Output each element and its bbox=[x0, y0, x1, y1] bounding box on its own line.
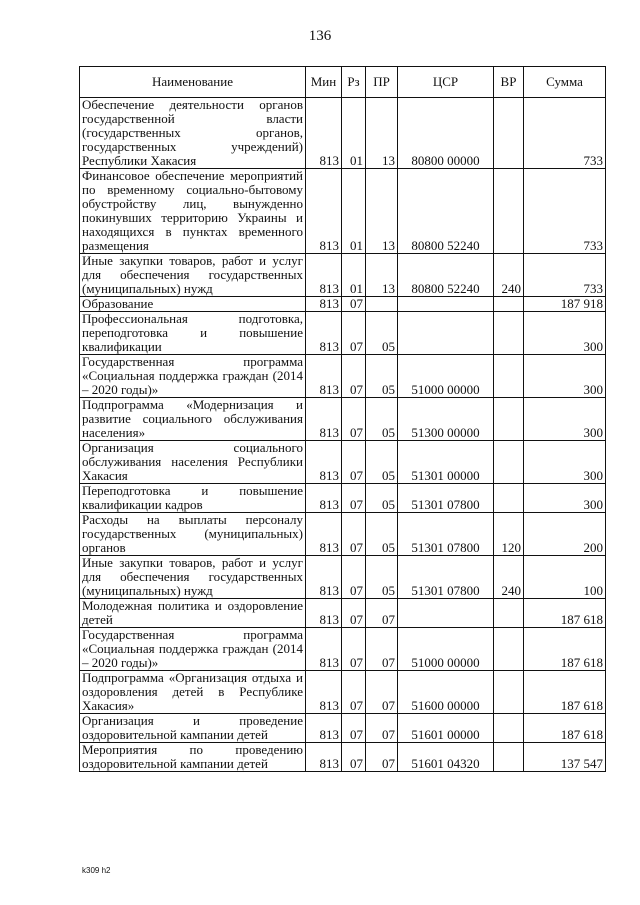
budget-table bbox=[79, 66, 606, 772]
cell-rz: 07 bbox=[342, 599, 366, 628]
table-row bbox=[80, 599, 606, 628]
cell-vr bbox=[494, 297, 524, 312]
table-row bbox=[80, 671, 606, 714]
cell-csr: 51300 00000 bbox=[398, 398, 494, 441]
table-row bbox=[80, 484, 606, 513]
cell-name: Мероприятия по проведению оздоровительной кампании детей bbox=[80, 743, 306, 772]
cell-min: 813 bbox=[306, 743, 342, 772]
cell-sum: 300 bbox=[524, 355, 606, 398]
cell-min: 813 bbox=[306, 556, 342, 599]
cell-min: 813 bbox=[306, 671, 342, 714]
header-sum: Сумма bbox=[524, 67, 606, 98]
cell-csr: 51301 07800 bbox=[398, 484, 494, 513]
cell-name: Иные закупки товаров, работ и услуг для обеспечения государственных (муниципальных) нужд bbox=[80, 254, 306, 297]
table-row bbox=[80, 312, 606, 355]
cell-csr: 51000 00000 bbox=[398, 355, 494, 398]
cell-csr: 80800 52240 bbox=[398, 169, 494, 254]
cell-name: Государственная программа «Социальная поддержка граждан (2014 – 2020 годы)» bbox=[80, 628, 306, 671]
cell-csr: 51301 07800 bbox=[398, 513, 494, 556]
header-min: Мин bbox=[306, 67, 342, 98]
cell-sum: 733 bbox=[524, 98, 606, 169]
cell-min: 813 bbox=[306, 484, 342, 513]
cell-vr bbox=[494, 599, 524, 628]
cell-vr bbox=[494, 714, 524, 743]
cell-csr: 51601 00000 bbox=[398, 714, 494, 743]
cell-csr: 51000 00000 bbox=[398, 628, 494, 671]
cell-vr bbox=[494, 355, 524, 398]
cell-rz: 07 bbox=[342, 312, 366, 355]
cell-pr: 07 bbox=[366, 628, 398, 671]
cell-vr: 240 bbox=[494, 254, 524, 297]
table-row bbox=[80, 169, 606, 254]
page-number: 136 bbox=[308, 28, 332, 44]
cell-rz: 07 bbox=[342, 484, 366, 513]
table-row bbox=[80, 398, 606, 441]
cell-min: 813 bbox=[306, 714, 342, 743]
cell-csr: 51600 00000 bbox=[398, 671, 494, 714]
cell-name: Организация социального обслуживания населения Республики Хакасия bbox=[80, 441, 306, 484]
cell-csr: 80800 00000 bbox=[398, 98, 494, 169]
cell-name: Профессиональная подготовка, переподготовка и повышение квалификации bbox=[80, 312, 306, 355]
table-row bbox=[80, 556, 606, 599]
cell-sum: 187 918 bbox=[524, 297, 606, 312]
cell-vr: 240 bbox=[494, 556, 524, 599]
cell-pr: 07 bbox=[366, 743, 398, 772]
cell-rz: 07 bbox=[342, 743, 366, 772]
cell-vr bbox=[494, 484, 524, 513]
table-row bbox=[80, 297, 606, 312]
cell-vr bbox=[494, 743, 524, 772]
cell-vr bbox=[494, 628, 524, 671]
cell-rz: 07 bbox=[342, 513, 366, 556]
table-row bbox=[80, 98, 606, 169]
cell-pr: 13 bbox=[366, 169, 398, 254]
cell-min: 813 bbox=[306, 513, 342, 556]
cell-sum: 100 bbox=[524, 556, 606, 599]
cell-min: 813 bbox=[306, 599, 342, 628]
cell-name: Образование bbox=[80, 297, 306, 312]
cell-min: 813 bbox=[306, 628, 342, 671]
cell-pr: 05 bbox=[366, 441, 398, 484]
cell-vr bbox=[494, 98, 524, 169]
cell-sum: 187 618 bbox=[524, 599, 606, 628]
cell-rz: 07 bbox=[342, 355, 366, 398]
cell-name: Обеспечение деятельности органов государственной власти (государственных органов, государственных учреждений) Республики Хакасия bbox=[80, 98, 306, 169]
table-row bbox=[80, 743, 606, 772]
cell-pr: 13 bbox=[366, 254, 398, 297]
cell-name: Организация и проведение оздоровительной кампании детей bbox=[80, 714, 306, 743]
cell-sum: 187 618 bbox=[524, 628, 606, 671]
header-rz: Рз bbox=[342, 67, 366, 98]
cell-rz: 07 bbox=[342, 556, 366, 599]
cell-name: Расходы на выплаты персоналу государственных (муниципальных) органов bbox=[80, 513, 306, 556]
cell-vr bbox=[494, 312, 524, 355]
cell-name: Переподготовка и повышение квалификации кадров bbox=[80, 484, 306, 513]
cell-sum: 300 bbox=[524, 484, 606, 513]
cell-rz: 01 bbox=[342, 254, 366, 297]
cell-sum: 300 bbox=[524, 398, 606, 441]
cell-pr bbox=[366, 297, 398, 312]
cell-csr bbox=[398, 599, 494, 628]
cell-pr: 13 bbox=[366, 98, 398, 169]
cell-name: Подпрограмма «Модернизация и развитие социального обслуживания населения» bbox=[80, 398, 306, 441]
cell-rz: 07 bbox=[342, 671, 366, 714]
cell-rz: 01 bbox=[342, 98, 366, 169]
cell-sum: 300 bbox=[524, 312, 606, 355]
cell-pr: 07 bbox=[366, 671, 398, 714]
cell-vr bbox=[494, 169, 524, 254]
cell-vr bbox=[494, 441, 524, 484]
cell-min: 813 bbox=[306, 98, 342, 169]
cell-rz: 07 bbox=[342, 441, 366, 484]
cell-rz: 07 bbox=[342, 714, 366, 743]
cell-pr: 07 bbox=[366, 599, 398, 628]
cell-min: 813 bbox=[306, 398, 342, 441]
cell-rz: 07 bbox=[342, 297, 366, 312]
cell-min: 813 bbox=[306, 297, 342, 312]
table-header-row bbox=[80, 67, 606, 98]
cell-vr bbox=[494, 398, 524, 441]
cell-pr: 05 bbox=[366, 556, 398, 599]
cell-pr: 07 bbox=[366, 714, 398, 743]
cell-min: 813 bbox=[306, 441, 342, 484]
cell-sum: 300 bbox=[524, 441, 606, 484]
cell-pr: 05 bbox=[366, 355, 398, 398]
cell-pr: 05 bbox=[366, 513, 398, 556]
cell-csr: 51301 07800 bbox=[398, 556, 494, 599]
cell-name: Финансовое обеспечение мероприятий по временному социально-бытовому обустройству лиц, вынужденно покинувших территорию Украины и находящихся в пунктах временного размещения bbox=[80, 169, 306, 254]
cell-csr bbox=[398, 297, 494, 312]
table-row bbox=[80, 254, 606, 297]
cell-pr: 05 bbox=[366, 484, 398, 513]
cell-rz: 07 bbox=[342, 628, 366, 671]
cell-sum: 137 547 bbox=[524, 743, 606, 772]
table-row bbox=[80, 714, 606, 743]
table-row bbox=[80, 513, 606, 556]
cell-sum: 200 bbox=[524, 513, 606, 556]
footer-code: k309 h2 bbox=[82, 866, 111, 875]
cell-min: 813 bbox=[306, 355, 342, 398]
cell-csr: 51301 00000 bbox=[398, 441, 494, 484]
cell-csr: 80800 52240 bbox=[398, 254, 494, 297]
cell-pr: 05 bbox=[366, 312, 398, 355]
cell-name: Подпрограмма «Организация отдыха и оздоровления детей в Республике Хакасия» bbox=[80, 671, 306, 714]
cell-sum: 733 bbox=[524, 169, 606, 254]
cell-name: Молодежная политика и оздоровление детей bbox=[80, 599, 306, 628]
table-row bbox=[80, 355, 606, 398]
cell-min: 813 bbox=[306, 169, 342, 254]
cell-name: Иные закупки товаров, работ и услуг для обеспечения государственных (муниципальных) нужд bbox=[80, 556, 306, 599]
cell-rz: 07 bbox=[342, 398, 366, 441]
cell-vr: 120 bbox=[494, 513, 524, 556]
cell-pr: 05 bbox=[366, 398, 398, 441]
cell-name: Государственная программа «Социальная поддержка граждан (2014 – 2020 годы)» bbox=[80, 355, 306, 398]
cell-csr bbox=[398, 312, 494, 355]
cell-vr bbox=[494, 671, 524, 714]
cell-min: 813 bbox=[306, 254, 342, 297]
header-vr: ВР bbox=[494, 67, 524, 98]
cell-sum: 187 618 bbox=[524, 714, 606, 743]
cell-sum: 733 bbox=[524, 254, 606, 297]
header-name: Наименование bbox=[80, 67, 306, 98]
header-csr: ЦСР bbox=[398, 67, 494, 98]
table-row bbox=[80, 441, 606, 484]
cell-min: 813 bbox=[306, 312, 342, 355]
cell-sum: 187 618 bbox=[524, 671, 606, 714]
header-pr: ПР bbox=[366, 67, 398, 98]
cell-rz: 01 bbox=[342, 169, 366, 254]
table-row bbox=[80, 628, 606, 671]
table-body bbox=[80, 98, 606, 772]
cell-csr: 51601 04320 bbox=[398, 743, 494, 772]
